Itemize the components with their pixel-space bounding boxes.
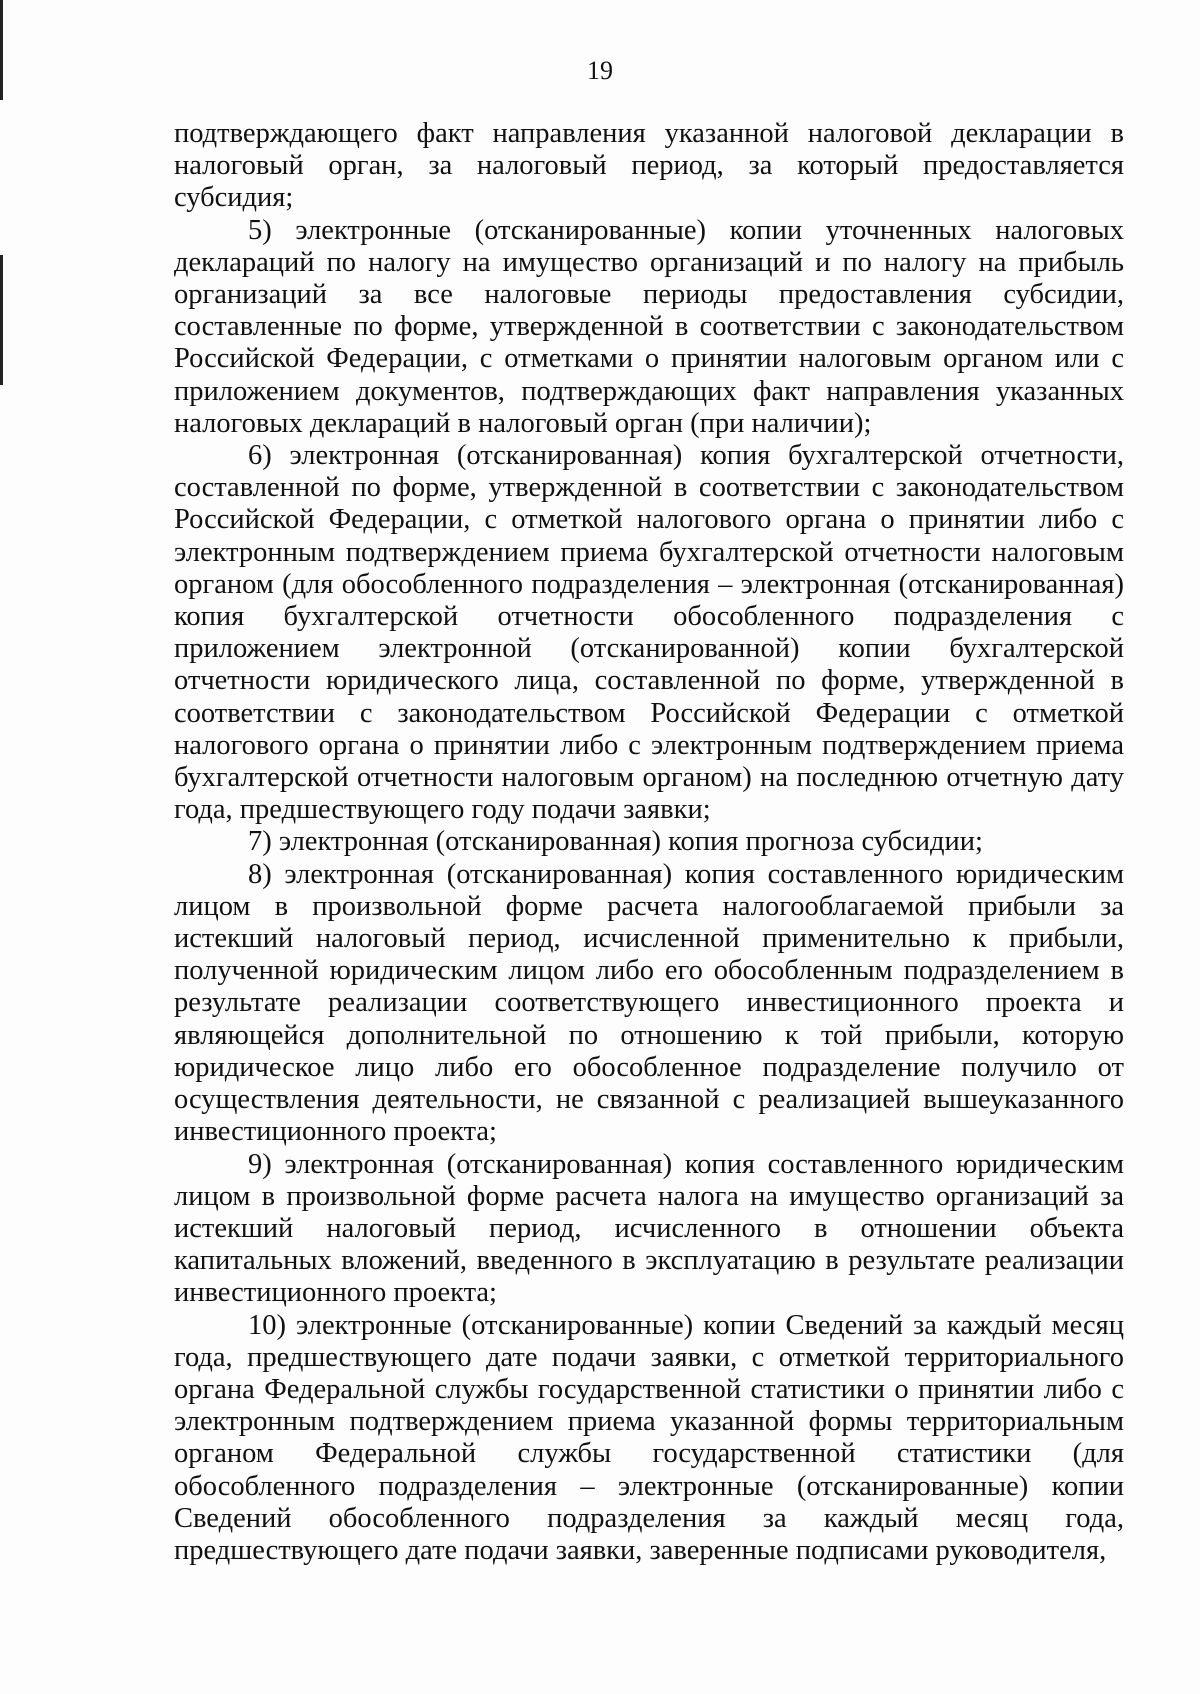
- paragraph-item-6: 6) электронная (отсканированная) копия бухгалтерской отчетности, составленной по форме, утвержденной в соответствии с законодательством Российской Федерации, с отметкой налогового органа о принятии либо с электронным подтверждением приема бухгалтерской отчетности налоговым органом (для обособленного подразделения – электронная (отсканированная) копия бухгалтерской отчетности обособленного подразделения с приложением электронной (отсканированной) копии бухгалтерской отчетности юридического лица, составленной по форме, утвержденной в соответствии с законодательством Российской Федерации с отметкой налогового органа о принятии либо с электронным подтверждением приема бухгалтерской отчетности налоговым органом) на последнюю отчетную дату года, предшествующего году подачи заявки;: [174, 440, 1124, 826]
- paragraph-item-5: 5) электронные (отсканированные) копии уточненных налоговых деклараций по налогу на имущество организаций и по налогу на прибыль организаций за все налоговые периоды предоставления субсидии, составленные по форме, утвержденной в соответствии с законодательством Российской Федерации, с отметками о принятии налоговым органом или с приложением документов, подтверждающих факт направления указанных налоговых деклараций в налоговый орган (при наличии);: [174, 214, 1124, 439]
- document-body: [174, 118, 1124, 1567]
- paragraph-item-10: 10) электронные (отсканированные) копии Сведений за каждый месяц года, предшествующего дате подачи заявки, с отметкой территориального органа Федеральной службы государственной статистики о принятии либо с электронным подтверждением приема указанной формы территориальным органом Федеральной службы государственной статистики (для обособленного подразделения – электронные (отсканированные) копии Сведений обособленного подразделения за каждый месяц года, предшествующего дате подачи заявки, заверенные подписами руководителя,: [174, 1309, 1124, 1566]
- paragraph-item-8: 8) электронная (отсканированная) копия составленного юридическим лицом в произвольной форме расчета налогооблагаемой прибыли за истекший налоговый период, исчисленной применительно к прибыли, полученной юридическим лицом либо его обособленным подразделением в результате реализации соответствующего инвестиционного проекта и являющейся дополнительной по отношению к той прибыли, которую юридическое лицо либо его обособленное подразделение получило от осуществления деятельности, не связанной с реализацией вышеуказанного инвестиционного проекта;: [174, 858, 1124, 1148]
- scan-edge-mark: [0, 255, 3, 385]
- page-number: 19: [587, 56, 613, 85]
- paragraph-item-7: 7) электронная (отсканированная) копия прогноза субсидии;: [248, 826, 983, 858]
- paragraph-continuation: подтверждающего факт направления указанной налоговой декларации в налоговый орган, за налоговый период, за который предоставляется субсидия;: [174, 118, 1124, 214]
- paragraph-item-9: 9) электронная (отсканированная) копия составленного юридическим лицом в произвольной форме расчета налога на имущество организаций за истекший налоговый период, исчисленного в отношении объекта капитальных вложений, введенного в эксплуатацию в результате реализации инвестиционного проекта;: [174, 1148, 1124, 1309]
